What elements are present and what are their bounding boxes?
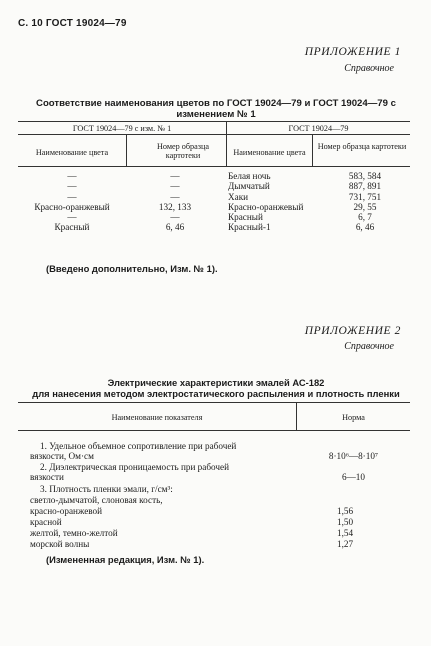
table-row [18, 171, 410, 181]
table1-cell: — [67, 181, 77, 192]
appendix1-heading-line2: изменением № 1 [176, 109, 256, 120]
table2-indicator: светло-дымчатой, слоновая кость, [30, 495, 163, 505]
table1-col-name-right: Наименование цвета [233, 148, 306, 157]
table-row [18, 212, 410, 222]
table1-col-divider-left [126, 134, 127, 167]
table1-cell: — [170, 212, 180, 223]
table2-indicator: красно-оранжевой [30, 506, 103, 516]
table1-col-name-left: Наименование цвета [35, 148, 109, 157]
table1-col-divider-right [312, 134, 313, 167]
table1-cell: Белая ночь [228, 171, 271, 181]
table2-col-norm: Норма [342, 413, 365, 422]
table2-indicator: красной [30, 517, 62, 527]
table2-norm: 1,56 [337, 506, 354, 516]
table1-header-rule [18, 166, 410, 167]
table1-col-sample-right: Номер образца картотеки [317, 142, 407, 151]
table2-top-rule [18, 402, 410, 403]
table1-cell: 6, 46 [355, 222, 375, 233]
page-header: С. 10 ГОСТ 19024—79 [18, 18, 127, 29]
table2-norm: 1,50 [337, 517, 354, 527]
table1-cell: 6, 46 [165, 222, 185, 233]
appendix1-heading-line1: Соответствие наименования цветов по ГОСТ 19024—79 и ГОСТ 19024—79 с [36, 98, 396, 109]
appendix2-subtitle: Справочное [344, 341, 394, 352]
table2-indicator: морской волны [30, 539, 90, 549]
table1-cell: Красный-1 [228, 222, 271, 233]
table1-cell: 6, 7 [358, 212, 372, 223]
table1-col-sample-left: Номер образца картотеки [156, 142, 210, 160]
table1-cell: Дымчатый [228, 181, 270, 192]
table-row [18, 181, 410, 191]
table1-cell: — [170, 191, 180, 202]
table2-col-indicator: Наименование показателя [111, 413, 203, 422]
appendix1-title: ПРИЛОЖЕНИЕ 1 [304, 46, 401, 58]
appendix2-note: (Измененная редакция, Изм. № 1). [46, 554, 205, 565]
table2-norm: 1,27 [337, 539, 354, 549]
table1-cell: — [67, 212, 77, 223]
table1-group-left: ГОСТ 19024—79 с изм. № 1 [72, 124, 172, 133]
table2-indicator: 1. Удельное объемное сопротивление при рабочей [40, 441, 237, 451]
table2-indicator-cont: вязкости, Ом·см [30, 451, 94, 462]
appendix2-title: ПРИЛОЖЕНИЕ 2 [304, 325, 401, 337]
table1-cell: 29, 55 [353, 201, 377, 212]
table1-cell: 887, 891 [348, 181, 382, 192]
table2-indicator: 2. Диэлектрическая проницаемость при рабочей [40, 462, 229, 472]
table2-indicator: желтой, темно-желтой [30, 528, 118, 538]
table2-header-rule [18, 430, 410, 431]
table1-cell: — [67, 191, 77, 202]
table-row [18, 222, 410, 232]
table2-indicator-cont: вязкости [30, 472, 64, 483]
table1-cell: — [170, 181, 180, 192]
table1-cell: Красно-оранжевый [34, 201, 110, 212]
table1-cell: 731, 751 [348, 191, 382, 202]
table1-body [18, 171, 410, 233]
appendix2-heading-line1: Электрические характеристики эмалей АС-182 [107, 377, 325, 388]
table1-cell: Красный [228, 212, 263, 223]
table-row [18, 192, 410, 202]
table1-cell: 132, 133 [158, 201, 192, 212]
table1-group-right: ГОСТ 19024—79 [288, 124, 349, 133]
table1-cell: Хаки [228, 191, 249, 202]
table1-cell: 583, 584 [348, 171, 382, 181]
table2-norm: 8·10⁶—8·10⁷ [328, 451, 379, 461]
table1-cell: Красный [54, 222, 90, 233]
table1-cell: — [170, 171, 180, 181]
appendix1-note: (Введено дополнительно, Изм. № 1). [46, 263, 218, 274]
table1-group-rule [18, 134, 410, 135]
table1-top-rule [18, 121, 410, 122]
table2-indicator: 3. Плотность пленки эмали, г/см³: [40, 484, 173, 494]
table1-cell: Красно-оранжевый [228, 201, 304, 212]
table2-row-2 [30, 462, 280, 483]
appendix2-heading-line2: для нанесения методом электростатического распыления и плотность пленки [32, 388, 400, 399]
table2-norm: 6—10 [342, 472, 365, 482]
appendix1-subtitle: Справочное [344, 63, 394, 74]
table1-cell: — [67, 171, 77, 181]
table-row [18, 202, 410, 212]
table2-row-1 [30, 441, 280, 462]
table2-norm: 1,54 [337, 528, 354, 538]
